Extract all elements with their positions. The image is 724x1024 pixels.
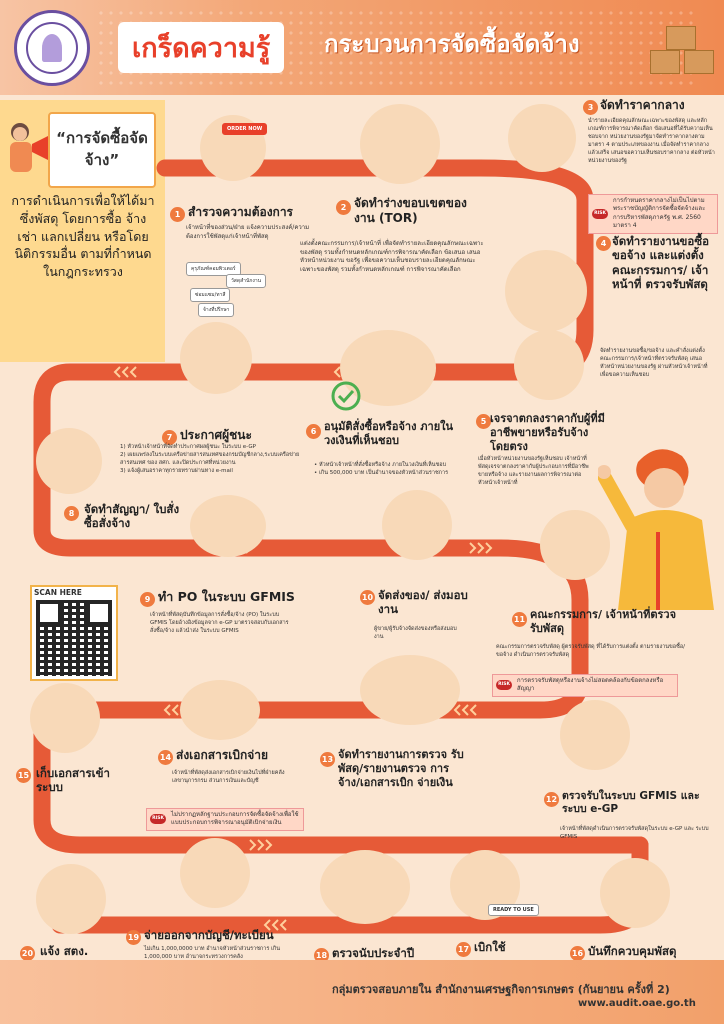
ledger-illustration — [180, 838, 250, 908]
step-8-number: 8 — [64, 506, 79, 521]
step-13-number: 13 — [320, 752, 335, 767]
step-14-number: 14 — [158, 750, 173, 765]
step-20-number: 20 — [20, 946, 35, 961]
bubble-office-supplies: วัสดุสำนักงาน — [226, 274, 266, 288]
step-1-desc: เจ้าหน้าที่ของส่วน/ฝ่าย แจ้งความประสงค์/ความต้องการใช้พัสดุแก่เจ้าหน้าที่พัสดุ — [186, 224, 310, 240]
step-19-number: 19 — [126, 930, 141, 945]
step-7-desc — [120, 444, 300, 476]
ready-to-use-badge: READY TO USE — [488, 904, 539, 916]
qr-code[interactable] — [36, 600, 112, 676]
order-now-badge: ORDER NOW — [222, 123, 267, 135]
bubble-consultant: จ้างที่ปรึกษา — [198, 303, 234, 317]
qr-label: SCAN HERE — [34, 588, 82, 597]
step-1-number: 1 — [170, 207, 185, 222]
numbers-illustration — [320, 850, 410, 924]
intro-text: การดำเนินการเพื่อให้ได้มาซึ่งพัสดุ โดยการซื้อ จ้าง เช่า แลกเปลี่ยน หรือโดยนิติกรรมอื่น ตามที่กำหนดในกฎกระทรวง — [11, 193, 155, 279]
magnifier-illustration — [508, 104, 576, 172]
step-6-desc-item-2: • เกิน 500,000 บาท เป็นอำนาจของหัวหน้าส่วนราชการ — [314, 469, 449, 476]
step-2-desc: แต่งตั้งคณะกรรมการ/เจ้าหน้าที่ เพื่อจัดทำรายละเอียดคุณลักษณะเฉพาะของพัสดุ รวมทั้งกำหนดหลักเกณฑ์การพิจารณาคัดเลือก ข้อเสนอ เสนอหัวหน้าหน่วยงาน ขอรัฐ เพื่อขอความเห็นชอบรายละเอียดคุณลักษณะเฉพาะของพัสดุ รวมทั้งกำหนดหลักเกณฑ์ การพิจารณาคัดเลือก — [300, 240, 484, 274]
step-11-title: คณะกรรมการ/ เจ้าหน้าที่ตรวจรับพัสดุ — [530, 608, 677, 635]
check-circle-icon — [330, 380, 362, 412]
footer-url[interactable]: www.audit.oae.go.th — [578, 998, 696, 1009]
step-2-title: จัดทำร่างขอบเขตของงาน (TOR) — [354, 196, 467, 225]
step-5-number: 5 — [476, 414, 491, 429]
step-6-desc-item-1: • หัวหน้าเจ้าหน้าที่สั่งซื้อหรือจ้าง ภายในวงเงินที่เห็นชอบ — [314, 462, 447, 468]
disbursement-illustration — [180, 680, 260, 740]
announcement-illustration — [36, 864, 106, 934]
footer-org: กลุ่มตรวจสอบภายใน สำนักงานเศรษฐกิจการเกษตร (กันยายน ครั้งที่ 2) — [332, 983, 670, 996]
step-10-title: จัดส่งของ/ ส่งมอบงาน — [378, 588, 468, 617]
step-1-title: สำรวจความต้องการ — [188, 205, 293, 219]
step-17-title: เบิกใช้ — [474, 940, 506, 954]
step-12-desc: เจ้าหน้าที่พัสดุดำเนินการตรวจรับพัสดุในระบบ e-GP และ ระบบ GFMIS — [560, 826, 709, 840]
bubble-computer-equipment: คุรุภัณฑ์คอมพิวเตอร์ — [186, 262, 241, 276]
step-11-desc: คณะกรรมการตรวจรับพัสดุ ผู้ตรวจรับพัสดุ ที่ได้รับการแต่งตั้ง ตามรายงานขอซื้อ/ขอจ้าง ดำเนินการตรวจรับพัสดุ — [496, 644, 685, 658]
step-18-number: 18 — [314, 948, 329, 963]
step-5-title: เจรจาตกลงราคากับผู้ที่มีอาชีพขายหรือรับจ้างโดยตรง — [490, 412, 605, 453]
step-20-title: แจ้ง สตง. — [40, 944, 89, 958]
report-illustration — [360, 655, 460, 725]
contract-illustration — [36, 428, 102, 494]
step-12-number: 12 — [544, 792, 559, 807]
step-14-title: ส่งเอกสารเบิกจ่าย — [176, 748, 269, 762]
risk-note-2 — [492, 674, 678, 697]
step-8-title: จัดทำสัญญา/ ใบสั่งซื้อสั่งจ้าง — [84, 502, 180, 531]
computer-illustration — [190, 495, 266, 557]
risk-badge-icon: RISK — [592, 209, 608, 219]
step-7-desc-item-3: 3) แจ้งผู้เสนอราคาทุกรายทราบผ่านทาง e-mail — [120, 467, 233, 474]
step-4-desc: จัดทำรายงานขอซื้อ/ขอจ้าง และคำสั่งแต่งตั้งคณะกรรมการ/เจ้าหน้าที่ตรวจรับพัสดุ เสนอหัวหน้าหน่วยงานของรัฐ ผ่านหัวหน้าเจ้าหน้าที่ เพื่อขอความเห็นชอบ — [600, 348, 708, 378]
step-14-desc: เจ้าหน้าที่พัสดุส่งเอกสารเบิกจ่ายเงินไปที่ฝ่ายคลัง เลขานุการกรม ส่วนการเงินและบัญชี — [172, 770, 285, 784]
pointing-person-illustration — [598, 440, 724, 610]
step-11-number: 11 — [512, 612, 527, 627]
calculator-illustration — [600, 858, 670, 928]
step-6-desc — [314, 462, 474, 478]
step-18-title: ตรวจนับประจำปี — [332, 946, 415, 960]
laptop-check-illustration — [560, 700, 630, 770]
risk-note-3-text: ไม่ปรากฏหลักฐานประกอบการจัดซื้อจัดจ้างเพื่อใช้แบบประกอบการพิจารณาอนุมัติเบิกจ่ายเงิน — [171, 811, 299, 827]
step-17-number: 17 — [456, 942, 471, 957]
archive-illustration — [30, 683, 100, 753]
step-19-title: จ่ายออกจากบัญชี/ทะเบียน — [144, 928, 274, 942]
intro-title: “การจัดซื้อจัดจ้าง” — [48, 112, 156, 188]
risk-badge-icon: RISK — [150, 814, 166, 824]
risk-note-2-text: การตรวจรับพัสดุหรืองานจ้างไม่สอดคล้องกับข้อตกลงหรือสัญญา — [517, 677, 664, 693]
page-subtitle: กระบวนการจัดซื้อจัดจ้าง — [324, 30, 580, 58]
step-5-desc: เมื่อหัวหน้าหน่วยงานของรัฐเห็นชอบ เจ้าหน้าที่พัสดุเจรจาตกลงราคากับผู้ประกอบการที่มีอาชีพขายหรือจ้าง และรายงานผลการพิจารณาต่อหัวหน้าเจ้าหน้าที่ — [478, 456, 589, 486]
step-4-number: 4 — [596, 236, 611, 251]
step-13-title: จัดทำรายงานการตรวจ รับพัสดุ/รายงานตรวจ การจ้าง/เอกสารเบิก จ่ายเงิน — [338, 748, 464, 789]
page-title: เกร็ดความรู้ — [118, 22, 284, 73]
step-12-title: ตรวจรับในระบบ GFMIS และระบบ e-GP — [562, 790, 700, 816]
document-illustration — [360, 104, 440, 184]
step-3-number: 3 — [583, 100, 598, 115]
lighthouse-illustration — [180, 322, 252, 394]
step-6-number: 6 — [306, 424, 321, 439]
risk-note-3 — [146, 808, 304, 831]
step-16-title: บันทึกควบคุมพัสดุ — [588, 944, 677, 958]
step-9-desc: เจ้าหน้าที่พัสดุบันทึกข้อมูลการสั่งซื้อ/จ้าง (PO) ในระบบ GFMIS โดยอ้างอิงข้อมูลจาก e-GP มาตรวจสอบกับเอกสารสั่งซื้อ/จ้าง แล้วนำส่ง ในระบบ GFMIS — [150, 612, 289, 634]
step-6-title: อนุมัติสั่งซื้อหรือจ้าง ภายในวงเงินที่เห็นชอบ — [324, 420, 454, 447]
step-9-title: ทำ PO ในระบบ GFMIS — [158, 589, 295, 604]
step-16-number: 16 — [570, 946, 585, 961]
bubble-repair: ซ่อมแซม/ทาสี — [190, 288, 230, 302]
negotiation-illustration — [514, 330, 584, 400]
delivery-illustration — [382, 490, 452, 560]
risk-badge-icon: RISK — [496, 680, 512, 690]
risk-note-1 — [588, 194, 718, 234]
step-10-number: 10 — [360, 590, 375, 605]
step-15-number: 15 — [16, 768, 31, 783]
step-3-title: จัดทำราคากลาง — [600, 98, 685, 112]
team-illustration — [505, 250, 587, 332]
step-2-number: 2 — [336, 200, 351, 215]
risk-note-1-text: การกำหนดราคากลางไม่เป็นไปตาม พระราชบัญญัติการจัดซื้อจัดจ้างและการบริหารพัสดุภาครัฐ พ.ศ. 2560 มาตรา 4 — [613, 197, 706, 230]
step-10-desc: ผู้ขาย/ผู้รับจ้างจัดส่งของหรือส่งมอบงาน — [374, 626, 457, 640]
step-9-number: 9 — [140, 592, 155, 607]
step-7-desc-item-2: 2) เผยแพร่ลงในระบบเครือข่ายสารสนเทศของกรมบัญชีกลาง,ระบบเครือข่ายสารสนเทศ ของ สศก. และปิดประกาศที่หน่วยงาน — [120, 451, 300, 466]
step-4-title: จัดทำรายงานขอซื้อขอจ้าง และแต่งตั้งคณะกรรมการ/ เจ้าหน้าที่ ตรวจรับพัสดุ — [612, 234, 710, 292]
step-7-title: ประกาศผู้ชนะ — [180, 428, 252, 442]
step-7-desc-item-1: 1) หัวหน้าเจ้าหน้าที่จัดทำประกาศผลผู้ชนะ ในระบบ e-GP — [120, 444, 256, 450]
step-19-desc: ไม่เกิน 1,000,0000 บาท อำนาจหัวหน้าส่วนราชการ เกิน 1,000,000 บาท อำนาจกระทรวงการคลัง — [144, 946, 281, 960]
step-3-desc: นำรายละเอียดคุณลักษณะเฉพาะของพัสดุ และหลักเกณฑ์การพิจารณาคัดเลือก ข้อเสนอที่ได้รับความเห็นชอบจาก หน่วยงานของรัฐมาจัดทำราคากลางตามมาตรา 4 ตามประเภทของงาน เมื่อจัดทำราคากลาง แล้วเสร็จ เสนอขอความเห็นชอบราคากลาง ต่อหัวหน้าหน่วยงานของรัฐ — [588, 118, 715, 164]
step-7-number: 7 — [162, 430, 177, 445]
step-15-title: เก็บเอกสารเข้าระบบ — [36, 766, 110, 795]
